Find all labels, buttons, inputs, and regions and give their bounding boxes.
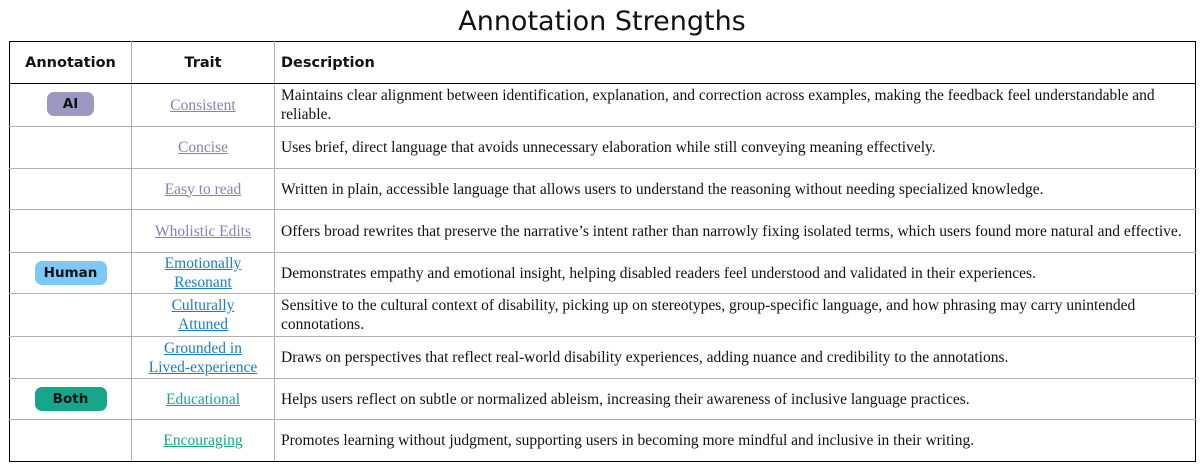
trait-line: Emotionally (164, 255, 242, 272)
trait-cell (132, 127, 275, 169)
trait-line: Lived-experience (148, 358, 258, 376)
annotation-cell (10, 294, 132, 337)
trait-link-grounded-in-lived-experience[interactable] (149, 340, 257, 376)
trait-cell (132, 294, 275, 337)
table-row (10, 420, 1196, 462)
annotation-cell (10, 253, 132, 294)
trait-line: Attuned (178, 316, 228, 333)
description-cell: Maintains clear alignment between identification, explanation, and correction across examples, making the feedback feel understandable and reliable. (275, 84, 1196, 127)
trait-link-educational[interactable]: Educational (165, 390, 241, 408)
annotation-strengths-table (9, 41, 1196, 462)
trait-link-culturally-attuned[interactable] (172, 297, 235, 333)
trait-cell (132, 169, 275, 210)
description-cell: Helps users reflect on subtle or normalized ableism, increasing their awareness of inclusive language practices. (275, 379, 1196, 420)
trait-link-consistent[interactable]: Consistent (170, 96, 236, 114)
annotation-cell (10, 379, 132, 420)
table-row (10, 127, 1196, 169)
description-cell: Promotes learning without judgment, supporting users in becoming more mindful and inclusive in their writing. (275, 420, 1196, 462)
trait-link-concise[interactable]: Concise (178, 139, 228, 156)
human-badge: Human (35, 261, 107, 285)
table-row (10, 337, 1196, 379)
table-row (10, 294, 1196, 337)
table-row (10, 169, 1196, 210)
ai-badge: AI (47, 92, 94, 116)
trait-cell (132, 379, 275, 420)
table-row (10, 379, 1196, 420)
description-cell: Offers broad rewrites that preserve the narrative’s intent rather than narrowly fixing isolated terms, which users found more natural and effective. (275, 210, 1196, 253)
header-annotation: Annotation (10, 42, 132, 84)
trait-cell (132, 420, 275, 462)
trait-cell (132, 210, 275, 253)
header-row (10, 42, 1196, 84)
table-row (10, 84, 1196, 127)
table-row (10, 253, 1196, 294)
description-cell: Uses brief, direct language that avoids unnecessary elaboration while still conveying meaning effectively. (275, 127, 1196, 169)
annotation-cell (10, 169, 132, 210)
trait-link-wholistic-edits[interactable]: Wholistic Edits (154, 222, 251, 240)
trait-cell (132, 337, 275, 379)
annotation-cell (10, 337, 132, 379)
trait-line: Culturally (171, 297, 235, 314)
both-badge: Both (35, 387, 107, 411)
trait-link-emotionally-resonant[interactable] (165, 255, 242, 291)
annotation-cell (10, 84, 132, 127)
trait-link-encouraging[interactable]: Encouraging (163, 432, 243, 449)
table-row (10, 210, 1196, 253)
description-cell: Written in plain, accessible language that allows users to understand the reasoning without needing specialized knowledge. (275, 169, 1196, 210)
trait-line: Grounded in (164, 339, 242, 357)
annotation-cell (10, 210, 132, 253)
trait-cell (132, 253, 275, 294)
trait-cell (132, 84, 275, 127)
header-trait: Trait (132, 42, 275, 84)
annotation-cell (10, 127, 132, 169)
description-cell: Demonstrates empathy and emotional insight, helping disabled readers feel understood and validated in their experiences. (275, 253, 1196, 294)
page-title: Annotation Strengths (458, 6, 746, 37)
description-cell: Sensitive to the cultural context of disability, picking up on stereotypes, group-specific language, and how phrasing may carry unintended connotations. (275, 294, 1196, 337)
header-description: Description (275, 42, 1196, 84)
annotation-cell (10, 420, 132, 462)
trait-line: Resonant (174, 274, 232, 291)
trait-link-easy-to-read[interactable]: Easy to read (164, 180, 242, 198)
description-cell: Draws on perspectives that reflect real-world disability experiences, adding nuance and credibility to the annotations. (275, 337, 1196, 379)
